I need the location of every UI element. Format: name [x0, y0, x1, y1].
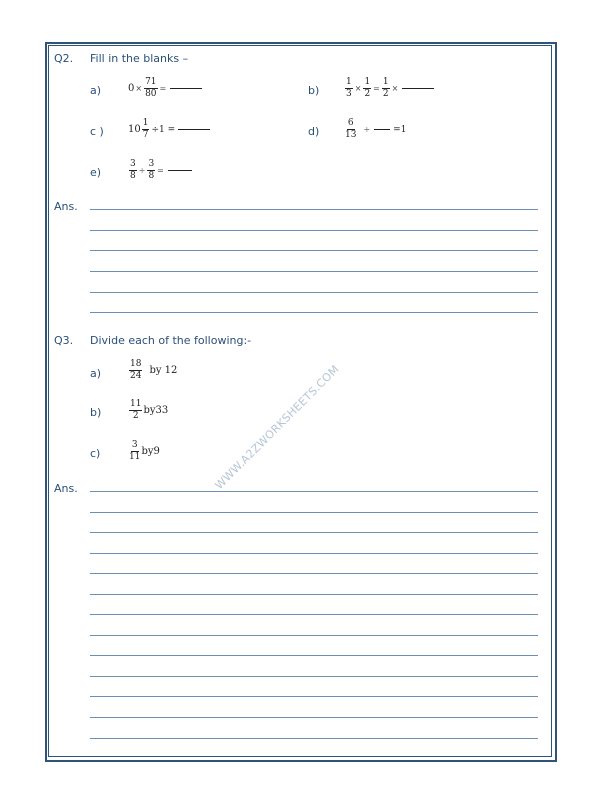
- q3c-label: c): [90, 447, 101, 460]
- answer-line[interactable]: [90, 532, 538, 533]
- q3a-den: 24: [130, 371, 142, 381]
- q2c-expression: [128, 119, 210, 140]
- q2d-op: ÷: [363, 125, 371, 134]
- q2d-num: 6: [347, 118, 354, 128]
- answer-line[interactable]: [90, 271, 538, 272]
- q2e-n1: 3: [130, 159, 136, 169]
- answer-line[interactable]: [90, 655, 538, 656]
- q3-title: Divide each of the following:-: [90, 334, 252, 347]
- q3a-expression: [128, 360, 177, 381]
- q3a-fraction: [129, 360, 142, 381]
- answer-line[interactable]: [90, 635, 538, 636]
- q2b-n1: 1: [346, 77, 352, 87]
- q2d-tail: =1: [393, 124, 407, 135]
- q2e-d2: 8: [148, 171, 155, 181]
- q2e-n2: 3: [148, 159, 155, 169]
- q3a-text: by 12: [149, 365, 178, 376]
- q3b-den: 2: [132, 411, 139, 421]
- q2-ans-label: Ans.: [54, 200, 78, 213]
- q3c-den: 11: [129, 452, 141, 462]
- q2b-d1: 3: [346, 89, 352, 99]
- answer-line[interactable]: [90, 594, 538, 595]
- q2e-expression: [128, 160, 192, 181]
- q2e-fraction-2: [147, 160, 155, 181]
- answer-line[interactable]: [90, 553, 538, 554]
- q3b-label: b): [90, 406, 102, 419]
- q2a-fraction: [144, 78, 157, 99]
- q2b-label: b): [308, 84, 320, 97]
- q2a-expression: [128, 78, 202, 99]
- watermark: WWW.A2ZWORKSHEETS.COM: [212, 362, 342, 492]
- q2d-blank[interactable]: [374, 129, 390, 130]
- q2b-fraction-3: [382, 78, 390, 99]
- q2d-den: 13: [345, 130, 357, 140]
- q2b-blank[interactable]: [402, 88, 434, 89]
- q2a-label: a): [90, 84, 102, 97]
- q2b-d3: 2: [382, 89, 389, 99]
- q2e-op: ÷: [138, 166, 146, 175]
- q2c-blank[interactable]: [178, 129, 210, 130]
- answer-line[interactable]: [90, 292, 538, 293]
- answer-line[interactable]: [90, 676, 538, 677]
- answer-line[interactable]: [90, 573, 538, 574]
- q2b-n2: 1: [364, 77, 371, 87]
- answer-line[interactable]: [90, 717, 538, 718]
- q3c-text: by9: [141, 446, 160, 457]
- q2e-eq: =: [157, 166, 164, 175]
- q2-title: Fill in the blanks –: [90, 52, 189, 65]
- q2a-num: 71: [145, 77, 157, 87]
- answer-line[interactable]: [90, 312, 538, 313]
- q2c-den: 7: [142, 130, 149, 140]
- q2b-fraction-2: [363, 78, 371, 99]
- q2b-op2: ×: [391, 84, 399, 93]
- q3c-num: 3: [131, 440, 138, 450]
- q2b-eq: =: [373, 84, 380, 93]
- answer-line[interactable]: [90, 209, 538, 210]
- q3c-expression: [128, 441, 160, 462]
- q2b-n3: 1: [382, 77, 389, 87]
- q2e-label: e): [90, 166, 102, 179]
- q2c-whole: 10: [128, 124, 141, 135]
- q2a-blank[interactable]: [170, 88, 202, 89]
- q2c-tail: ÷1 =: [151, 124, 176, 135]
- q2b-op1: ×: [354, 84, 362, 93]
- answer-line[interactable]: [90, 738, 538, 739]
- q2b-fraction-1: [345, 78, 353, 99]
- q2c-label: c ): [90, 125, 104, 138]
- q2e-blank[interactable]: [168, 170, 192, 171]
- q3-number: Q3.: [54, 334, 74, 347]
- q2a-op: ×: [135, 84, 143, 93]
- answer-line[interactable]: [90, 512, 538, 513]
- q2b-expression: [344, 78, 434, 99]
- q2a-eq: =: [159, 84, 167, 93]
- q3a-label: a): [90, 367, 102, 380]
- q2c-fraction: [142, 119, 150, 140]
- q2a-lead: 0: [128, 83, 135, 94]
- q3b-fraction: [129, 400, 142, 421]
- answer-line[interactable]: [90, 491, 538, 492]
- q2d-expression: [344, 119, 406, 140]
- answer-line[interactable]: [90, 230, 538, 231]
- answer-line[interactable]: [90, 614, 538, 615]
- answer-line[interactable]: [90, 696, 538, 697]
- q3b-text: by33: [143, 405, 169, 416]
- q2e-fraction-1: [129, 160, 137, 181]
- q2e-d1: 8: [130, 171, 136, 181]
- answer-line[interactable]: [90, 250, 538, 251]
- q2d-fraction: [345, 119, 356, 140]
- q2-number: Q2.: [54, 52, 74, 65]
- q2a-den: 80: [145, 89, 157, 99]
- q3b-expression: [128, 400, 168, 421]
- q3a-num: 18: [130, 359, 142, 369]
- q2d-label: d): [308, 125, 320, 138]
- q2b-d2: 2: [364, 89, 371, 99]
- q3-ans-label: Ans.: [54, 482, 78, 495]
- q3c-fraction: [129, 441, 140, 462]
- q2c-num: 1: [142, 118, 149, 128]
- q3b-num: 11: [130, 399, 142, 409]
